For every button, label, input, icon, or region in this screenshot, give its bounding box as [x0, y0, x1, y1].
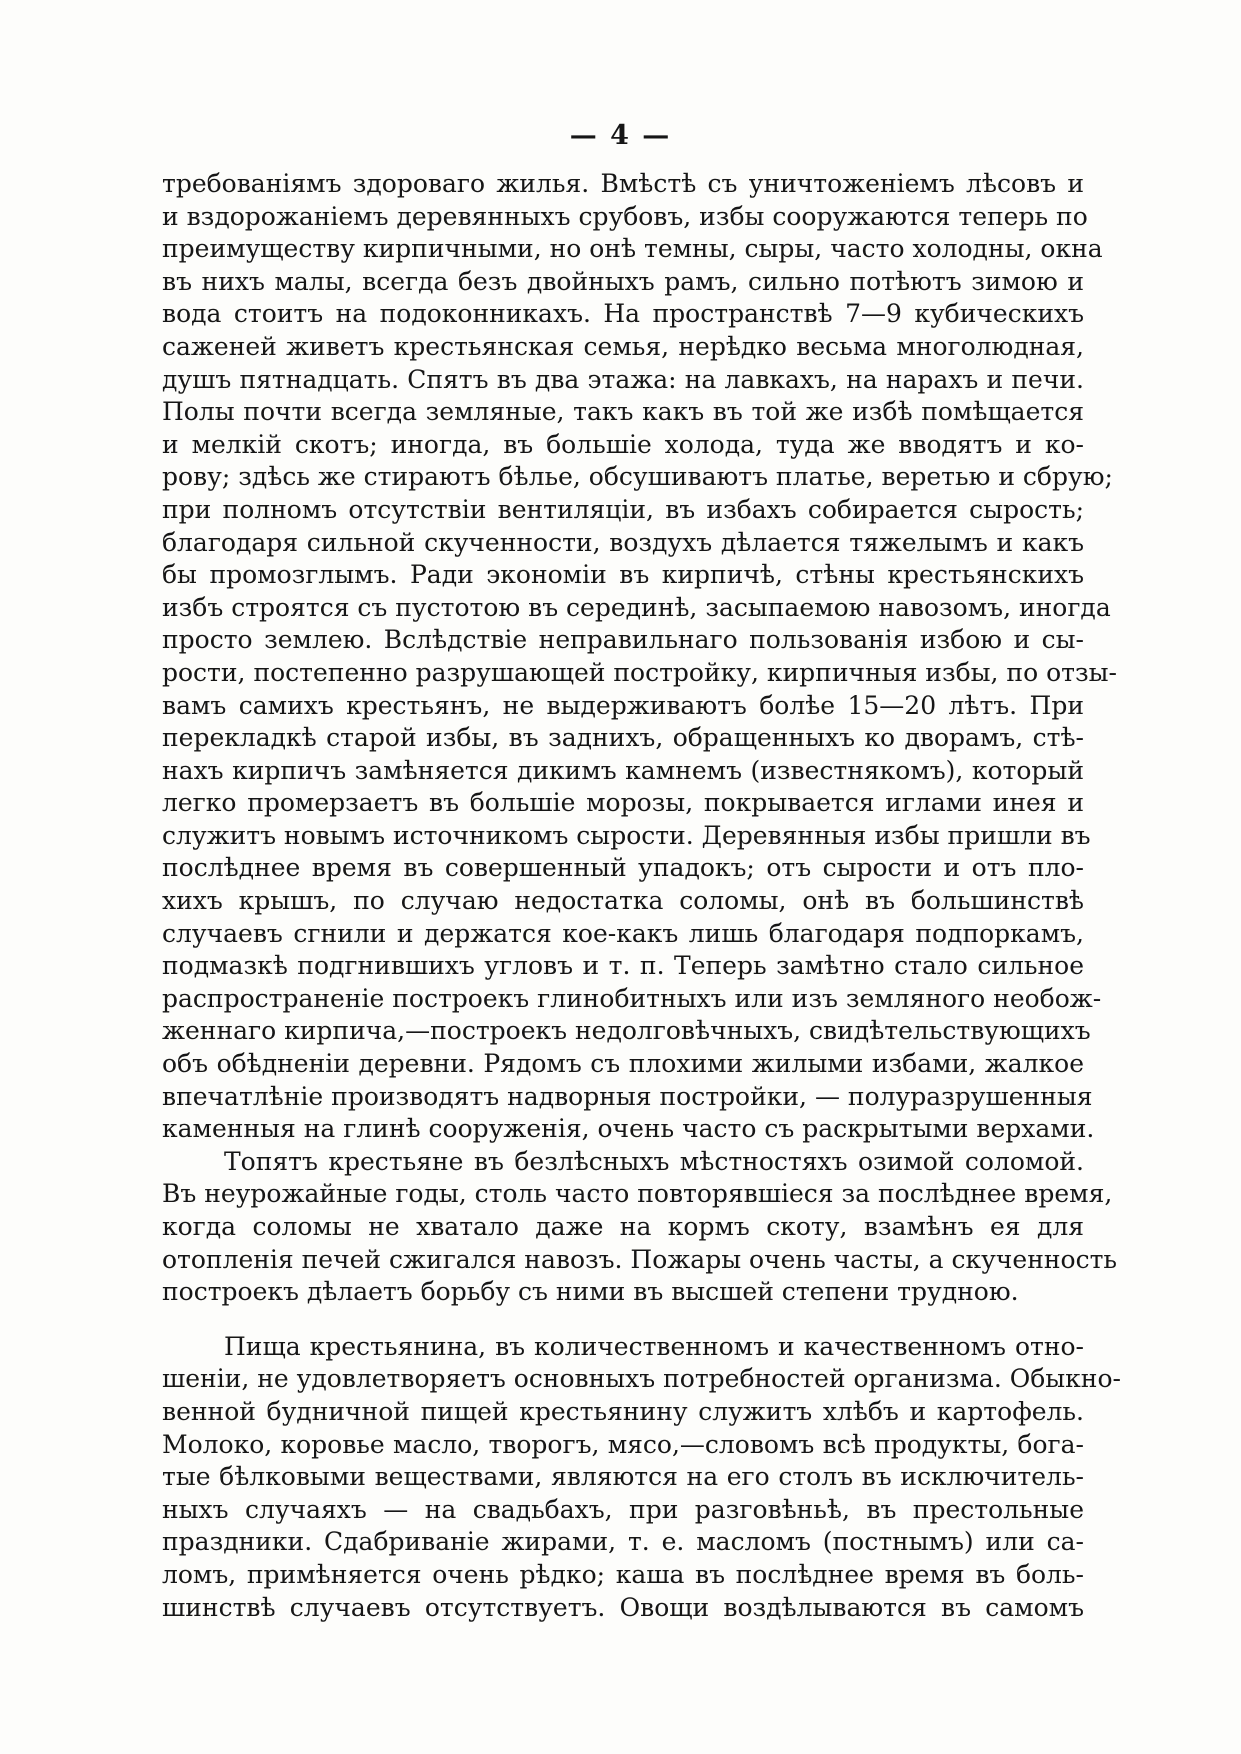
text-line: случаевъ сгнили и держатся кое-какъ лишь благодаря подпоркамъ,: [162, 918, 1084, 948]
text-line: распространеніе построекъ глинобитныхъ или изъ земляного необож-: [162, 983, 1102, 1013]
page-number: — 4 —: [569, 120, 672, 151]
text-line: женнаго кирпича,—построекъ недолговѣчныхъ, свидѣтельствующихъ: [162, 1016, 1091, 1046]
text-line: требованіямъ здороваго жилья. Вмѣстѣ съ уничтоженіемъ лѣсовъ и: [162, 169, 1084, 198]
text-line: отопленія печей сжигался навозъ. Пожары очень часты, а скученность: [162, 1244, 1118, 1274]
text-line: и вздорожаніемъ деревянныхъ срубовъ, избы сооружаются теперь по: [162, 201, 1088, 231]
text-line: благодаря сильной скученности, воздухъ дѣлается тяжелымъ и какъ: [162, 527, 1084, 557]
text-line: Пища крестьянина, въ количественномъ и качественномъ отно-: [224, 1331, 1084, 1361]
text-line: послѣднее время въ совершенный упадокъ; отъ сырости и отъ пло-: [162, 853, 1084, 883]
text-line: избъ строятся съ пустотою въ серединѣ, засыпаемою навозомъ, иногда: [162, 592, 1111, 622]
text-line: Въ неурожайные годы, столь часто повторявшіеся за послѣднее время,: [162, 1179, 1113, 1209]
text-line: Топятъ крестьяне въ безлѣсныхъ мѣстностяхъ озимой соломой.: [224, 1146, 1084, 1176]
text-line: рову; здѣсь же стираютъ бѣлье, обсушиваютъ платье, веретью и сбрую;: [162, 462, 1113, 492]
text-line: рости, постепенно разрушающей постройку, кирпичныя избы, по отзы-: [162, 657, 1117, 687]
text-line: Молоко, коровье масло, творогъ, мясо,—словомъ всѣ продукты, бога-: [162, 1429, 1084, 1459]
text-line: ныхъ случаяхъ — на свадьбахъ, при разговѣньѣ, въ престольные: [162, 1494, 1084, 1524]
text-line: перекладкѣ старой избы, въ заднихъ, обращенныхъ ко дворамъ, стѣ-: [162, 723, 1084, 753]
text-line: венной будничной пищей крестьянину служитъ хлѣбъ и картофель.: [162, 1396, 1084, 1426]
text-line: каменныя на глинѣ сооруженія, очень часто съ раскрытыми верхами.: [162, 1114, 1095, 1144]
text-line: подмазкѣ подгнившихъ угловъ и т. п. Теперь замѣтно стало сильное: [162, 951, 1084, 981]
text-line: и мелкій скотъ; иногда, въ большіе холода, туда же вводятъ и ко-: [162, 429, 1084, 459]
paragraph: [162, 168, 1117, 1146]
text-line: при полномъ отсутствіи вентиляціи, въ избахъ собирается сырость;: [162, 494, 1084, 524]
text-line: когда соломы не хватало даже на кормъ скоту, взамѣнъ ея для: [162, 1212, 1084, 1241]
text-line: шеніи, не удовлетворяетъ основныхъ потребностей организма. Обыкно-: [162, 1364, 1121, 1394]
text-line: объ обѣдненіи деревни. Рядомъ съ плохими жилыми избами, жалкое: [162, 1049, 1084, 1079]
paragraph: [162, 1146, 1118, 1309]
text-line: праздники. Сдабриваніе жирами, т. е. масломъ (постнымъ) или са-: [162, 1527, 1084, 1557]
text-line: бы промозглымъ. Ради экономіи въ кирпичѣ, стѣны крестьянскихъ: [162, 560, 1084, 590]
text-line: легко промерзаетъ въ большіе морозы, покрывается иглами инея и: [162, 788, 1084, 818]
text-line: вода стоитъ на подоконникахъ. На пространствѣ 7—9 кубическихъ: [162, 299, 1084, 329]
text-line: саженей живетъ крестьянская семья, нерѣдко весьма многолюдная,: [162, 331, 1084, 361]
text-line: впечатлѣніе производятъ надворныя постройки, — полуразрушенныя: [162, 1081, 1093, 1111]
text-line: вамъ самихъ крестьянъ, не выдерживаютъ болѣе 15—20 лѣтъ. При: [162, 690, 1084, 720]
body-text: [162, 168, 1121, 1624]
text-line: преимуществу кирпичными, но онѣ темны, сыры, часто холодны, окна: [162, 234, 1103, 264]
text-line: служитъ новымъ источникомъ сырости. Деревянныя избы пришли въ: [162, 820, 1091, 850]
text-line: построекъ дѣлаетъ борьбу съ ними въ высшей степени трудною.: [162, 1277, 1019, 1307]
text-line: шинствѣ случаевъ отсутствуетъ. Овощи воздѣлываются въ самомъ: [162, 1592, 1084, 1622]
text-line: тые бѣлковыми веществами, являются на его столъ въ исключитель-: [162, 1462, 1084, 1492]
text-line: просто землею. Вслѣдствіе неправильнаго пользованія избою и сы-: [162, 625, 1084, 655]
text-line: нахъ кирпичъ замѣняется дикимъ камнемъ (известнякомъ), который: [162, 755, 1084, 785]
text-line: въ нихъ малы, всегда безъ двойныхъ рамъ, сильно потѣютъ зимою и: [162, 266, 1084, 296]
text-line: ломъ, примѣняется очень рѣдко; каша въ послѣднее время въ боль-: [162, 1559, 1084, 1589]
text-line: хихъ крышъ, по случаю недостатка соломы, онѣ въ большинствѣ: [162, 886, 1084, 916]
text-line: Полы почти всегда земляные, такъ какъ въ той же избѣ помѣщается: [162, 397, 1084, 427]
text-line: душъ пятнадцать. Спятъ въ два этажа: на лавкахъ, на нарахъ и печи.: [162, 364, 1084, 394]
paragraph: [162, 1331, 1121, 1624]
paragraph-gap: [162, 1309, 1084, 1331]
